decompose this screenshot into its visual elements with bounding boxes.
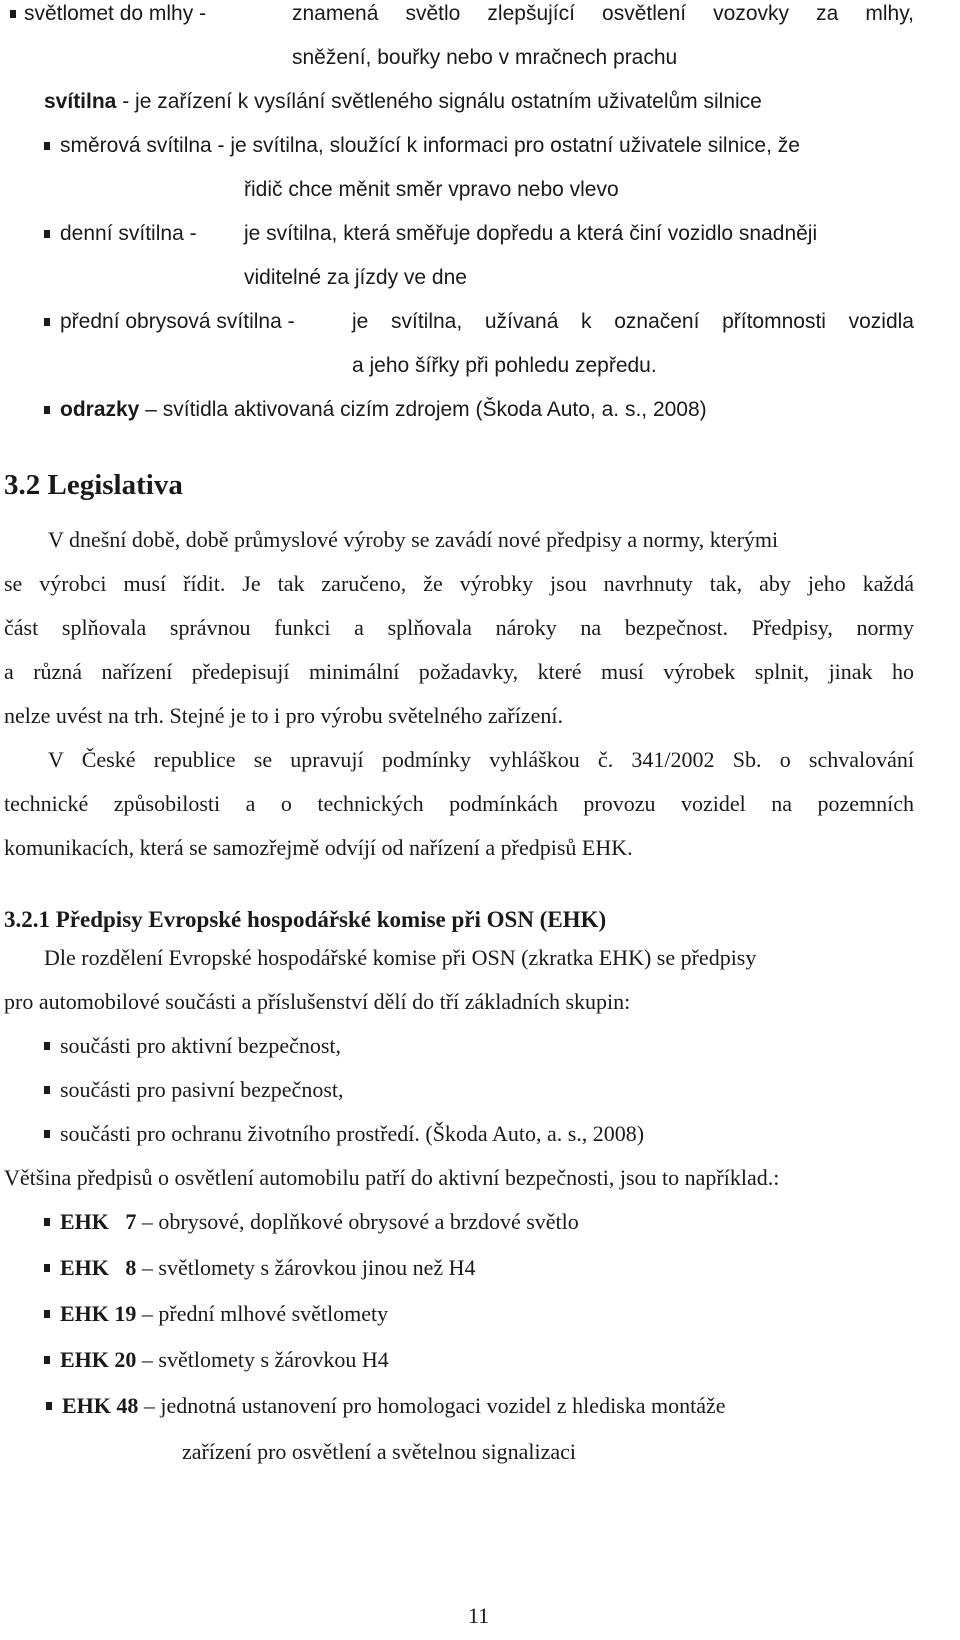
definition-line: směrová svítilna - je svítilna, sloužící k informaci pro ostatní uživatele silnice, že — [60, 134, 800, 157]
list-item: součásti pro ochranu životního prostředí. (Škoda Auto, a. s., 2008) — [60, 1121, 645, 1146]
paragraph-line: V České republice se upravují podmínky vyhláškou č. 341/2002 Sb. o schvalování — [48, 747, 914, 772]
bullet-icon — [10, 10, 16, 18]
rule-code: EHK 48 — [62, 1393, 139, 1418]
bullet-icon — [44, 1130, 50, 1138]
definition-text: znamená světlo zlepšující osvětlení vozovky za mlhy, — [292, 2, 914, 25]
bullet-icon — [44, 1356, 50, 1364]
page-number: 11 — [468, 1603, 490, 1628]
paragraph-line: Většina předpisů o osvětlení automobilu patří do aktivní bezpečnosti, jsou to například.: — [4, 1165, 780, 1190]
definition-text: řidič chce měnit směr vpravo nebo vlevo — [244, 178, 619, 201]
rule-item-continuation: zařízení pro osvětlení a světelnou signalizaci — [182, 1439, 577, 1464]
bullet-icon — [44, 142, 50, 150]
bullet-icon — [44, 1042, 50, 1050]
rule-text: – přední mlhové světlomety — [141, 1301, 389, 1326]
subsection-heading: 3.2.1 Předpisy Evropské hospodářské komise při OSN (EHK) — [4, 907, 607, 932]
bullet-icon — [44, 1086, 50, 1094]
paragraph-line: technické způsobilosti a o technických podmínkách provozu vozidel na pozemních — [4, 791, 914, 816]
definition-text: – svítidla aktivovaná cizím zdrojem (Škoda Auto, a. s., 2008) — [145, 398, 707, 421]
definition-line — [60, 396, 707, 424]
bullet-icon — [44, 1218, 50, 1226]
rule-text: – světlomety s žárovkou jinou než H4 — [141, 1255, 476, 1280]
rule-text: – obrysové, doplňkové obrysové a brzdové světlo — [141, 1209, 579, 1234]
definition-text: sněžení, bouřky nebo v mračnech prachu — [292, 46, 678, 69]
bullet-icon — [44, 1310, 50, 1318]
rule-item — [62, 1392, 726, 1420]
definition-term: světlomet do mlhy - — [24, 2, 207, 25]
paragraph-line: část splňovala správnou funkci a splňovala nároky na bezpečnost. Předpisy, normy — [4, 615, 914, 640]
paragraph-line: komunikacích, která se samozřejmě odvíjí od nařízení a předpisů EHK. — [4, 835, 633, 860]
definition-line — [44, 88, 762, 116]
rule-item — [60, 1300, 388, 1328]
paragraph-line: pro automobilové součásti a příslušenství dělí do tří základních skupin: — [4, 989, 631, 1014]
definition-text: viditelné za jízdy ve dne — [244, 266, 467, 289]
paragraph-line: Dle rozdělení Evropské hospodářské komise při OSN (zkratka EHK) se předpisy — [44, 945, 757, 970]
rule-text: – světlomety s žárovkou H4 — [141, 1347, 389, 1372]
paragraph-line: a různá nařízení předepisují minimální požadavky, které musí výrobek splnit, jinak ho — [4, 659, 914, 684]
rule-item — [60, 1254, 476, 1282]
definition-term: přední obrysová svítilna - — [60, 310, 295, 333]
section-heading: 3.2 Legislativa — [4, 469, 183, 501]
definition-term: denní svítilna - — [60, 222, 197, 245]
definition-text: a jeho šířky při pohledu zepředu. — [352, 354, 657, 377]
rule-code: EHK 8 — [60, 1255, 137, 1280]
bullet-icon — [44, 318, 50, 326]
bullet-icon — [44, 230, 50, 238]
list-item: součásti pro pasivní bezpečnost, — [60, 1077, 344, 1102]
paragraph-line: nelze uvést na trh. Stejné je to i pro výrobu světelného zařízení. — [4, 703, 563, 728]
bullet-icon — [46, 1402, 52, 1410]
rule-item — [60, 1346, 389, 1374]
rule-code: EHK 7 — [60, 1209, 137, 1234]
definition-text: je svítilna, užívaná k označení přítomnosti vozidla — [352, 310, 914, 333]
list-item: součásti pro aktivní bezpečnost, — [60, 1033, 342, 1058]
definition-text: je svítilna, která směřuje dopředu a která činí vozidlo snadněji — [244, 222, 818, 245]
bullet-icon — [44, 1264, 50, 1272]
definition-text: - je zařízení k vysílání světleného signálu ostatním uživatelům silnice — [122, 90, 762, 113]
paragraph-line: V dnešní době, době průmyslové výroby se zavádí nové předpisy a normy, kterými — [48, 527, 779, 552]
rule-code: EHK 19 — [60, 1301, 137, 1326]
definition-term: odrazky — [60, 398, 140, 421]
bullet-icon — [44, 406, 50, 414]
paragraph-line: se výrobci musí řídit. Je tak zaručeno, že výrobky jsou navrhnuty tak, aby jeho každá — [4, 571, 914, 596]
rule-code: EHK 20 — [60, 1347, 137, 1372]
rule-text: – jednotná ustanovení pro homologaci vozidel z hlediska montáže — [143, 1393, 726, 1418]
definition-term: svítilna — [44, 90, 117, 113]
rule-item — [60, 1208, 579, 1236]
